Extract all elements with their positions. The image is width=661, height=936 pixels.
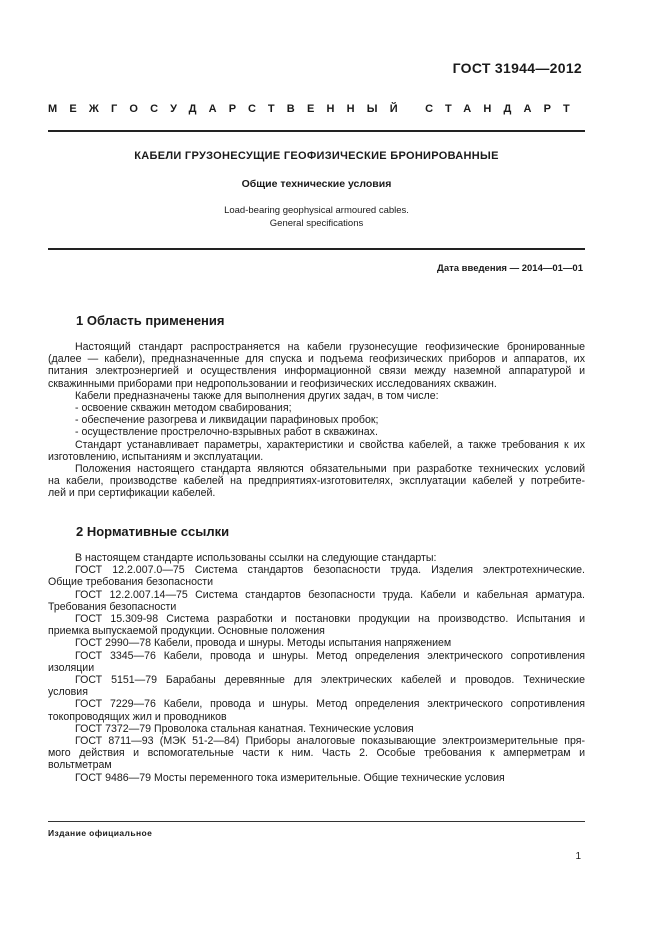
official-edition-label: Издание официальное xyxy=(48,828,153,838)
reference-line: ГОСТ 9486—79 Мосты переменного тока измерительные. Общие технические условия xyxy=(75,771,505,784)
document-title: КАБЕЛИ ГРУЗОНЕСУЩИЕ ГЕОФИЗИЧЕСКИЕ БРОНИРОВАННЫЕ xyxy=(134,150,499,162)
reference-line: Требования безопасности xyxy=(48,600,177,613)
reference-line: ГОСТ 7372—79 Проволока стальная канатная. Технические условия xyxy=(75,722,414,735)
reference-line: ГОСТ 8711—93 (МЭК 51-2—84) Приборы аналоговые показывающие электроизмерительные пря- xyxy=(75,735,585,748)
standard-number: ГОСТ 31944—2012 xyxy=(452,60,582,76)
paragraph-line: Положения настоящего стандарта являются обязательными при разработке технических условий xyxy=(75,463,585,476)
paragraph-line: изготовлению, испытаниям и эксплуатации. xyxy=(48,450,264,463)
introduction-date: Дата введения — 2014—01—01 xyxy=(437,263,583,274)
section-2-body xyxy=(48,552,585,784)
reference-line: Общие требования безопасности xyxy=(48,576,214,589)
list-item: - осуществление прострелочно-взрывных работ в скважинах. xyxy=(75,426,378,439)
reference-line: ГОСТ 12.2.007.0—75 Система стандартов безопасности труда. Изделия электротехнические. xyxy=(75,564,585,577)
list-item: - обеспечение разогрева и ликвидации парафиновых пробок; xyxy=(75,414,379,427)
section-1-body xyxy=(48,341,585,500)
reference-line: ГОСТ 7229—76 Кабели, провода и шнуры. Метод определения электрического сопротивления xyxy=(75,698,585,711)
paragraph-line: лей и при сертификации кабелей. xyxy=(48,487,216,500)
section-2-heading: 2 Нормативные ссылки xyxy=(76,524,230,539)
paragraph-line: (далее — кабели), предназначенные для спуска и подъема геофизических приборов и аппаратов, их xyxy=(48,353,585,366)
reference-line: ГОСТ 15.309-98 Система разработки и постановки продукции на производство. Испытания и xyxy=(75,613,585,626)
english-title xyxy=(48,204,585,230)
footer-divider xyxy=(48,821,585,822)
paragraph-line: В настоящем стандарте использованы ссылки на следующие стандарты: xyxy=(75,552,437,564)
reference-line: условия xyxy=(48,686,88,699)
paragraph-line: на кабели, производстве кабелей на предприятиях-изготовителях, эксплуатации кабелей у потребите- xyxy=(48,475,585,488)
header-divider xyxy=(48,130,585,132)
paragraph-line: Настоящий стандарт распространяется на кабели грузонесущие геофизические бронированные xyxy=(75,341,585,353)
paragraph-line: Стандарт устанавливает параметры, характеристики и свойства кабелей, а также требования к их xyxy=(75,438,585,451)
reference-line: ГОСТ 3345—76 Кабели, провода и шнуры. Метод определения электрического сопротивления xyxy=(75,649,585,662)
paragraph-line: Кабели предназначены также для выполнения других задач, в том числе: xyxy=(75,389,439,402)
reference-line: вольтметрам xyxy=(48,759,112,772)
section-1-heading: 1 Область применения xyxy=(76,313,225,328)
paragraph-line: питания электроэнергией и осуществления информационной связи между наземной аппаратурой и xyxy=(48,365,585,378)
reference-line: ГОСТ 12.2.007.14—75 Система стандартов безопасности труда. Кабели и кабельная арматура. xyxy=(75,588,585,601)
paragraph-line: скважинными приборами при недропользовании и геофизических исследованиях скважин. xyxy=(48,377,497,390)
title-divider xyxy=(48,248,585,250)
english-title-line: General specifications xyxy=(269,218,364,229)
reference-line: ГОСТ 5151—79 Барабаны деревянные для электрических кабелей и проводов. Технические xyxy=(75,674,585,687)
reference-line: изоляции xyxy=(48,661,95,674)
reference-line: ГОСТ 2990—78 Кабели, провода и шнуры. Методы испытания напряжением xyxy=(75,637,452,650)
reference-line: приемка выпускаемой продукции. Основные положения xyxy=(48,625,325,638)
reference-line: мого действия и вспомогательные части к ним. Часть 2. Особые требования к амперметрам и xyxy=(48,747,585,760)
reference-line: токопроводящих жил и проводников xyxy=(48,710,227,723)
interstate-standard-label: МЕЖГОСУДАРСТВЕННЫЙ СТАНДАРТ xyxy=(48,103,582,115)
document-subtitle: Общие технические условия xyxy=(241,178,392,190)
page-number: 1 xyxy=(575,851,581,862)
english-title-line: Load-bearing geophysical armoured cables. xyxy=(224,205,409,216)
list-item: - освоение скважин методом свабирования; xyxy=(75,402,292,415)
